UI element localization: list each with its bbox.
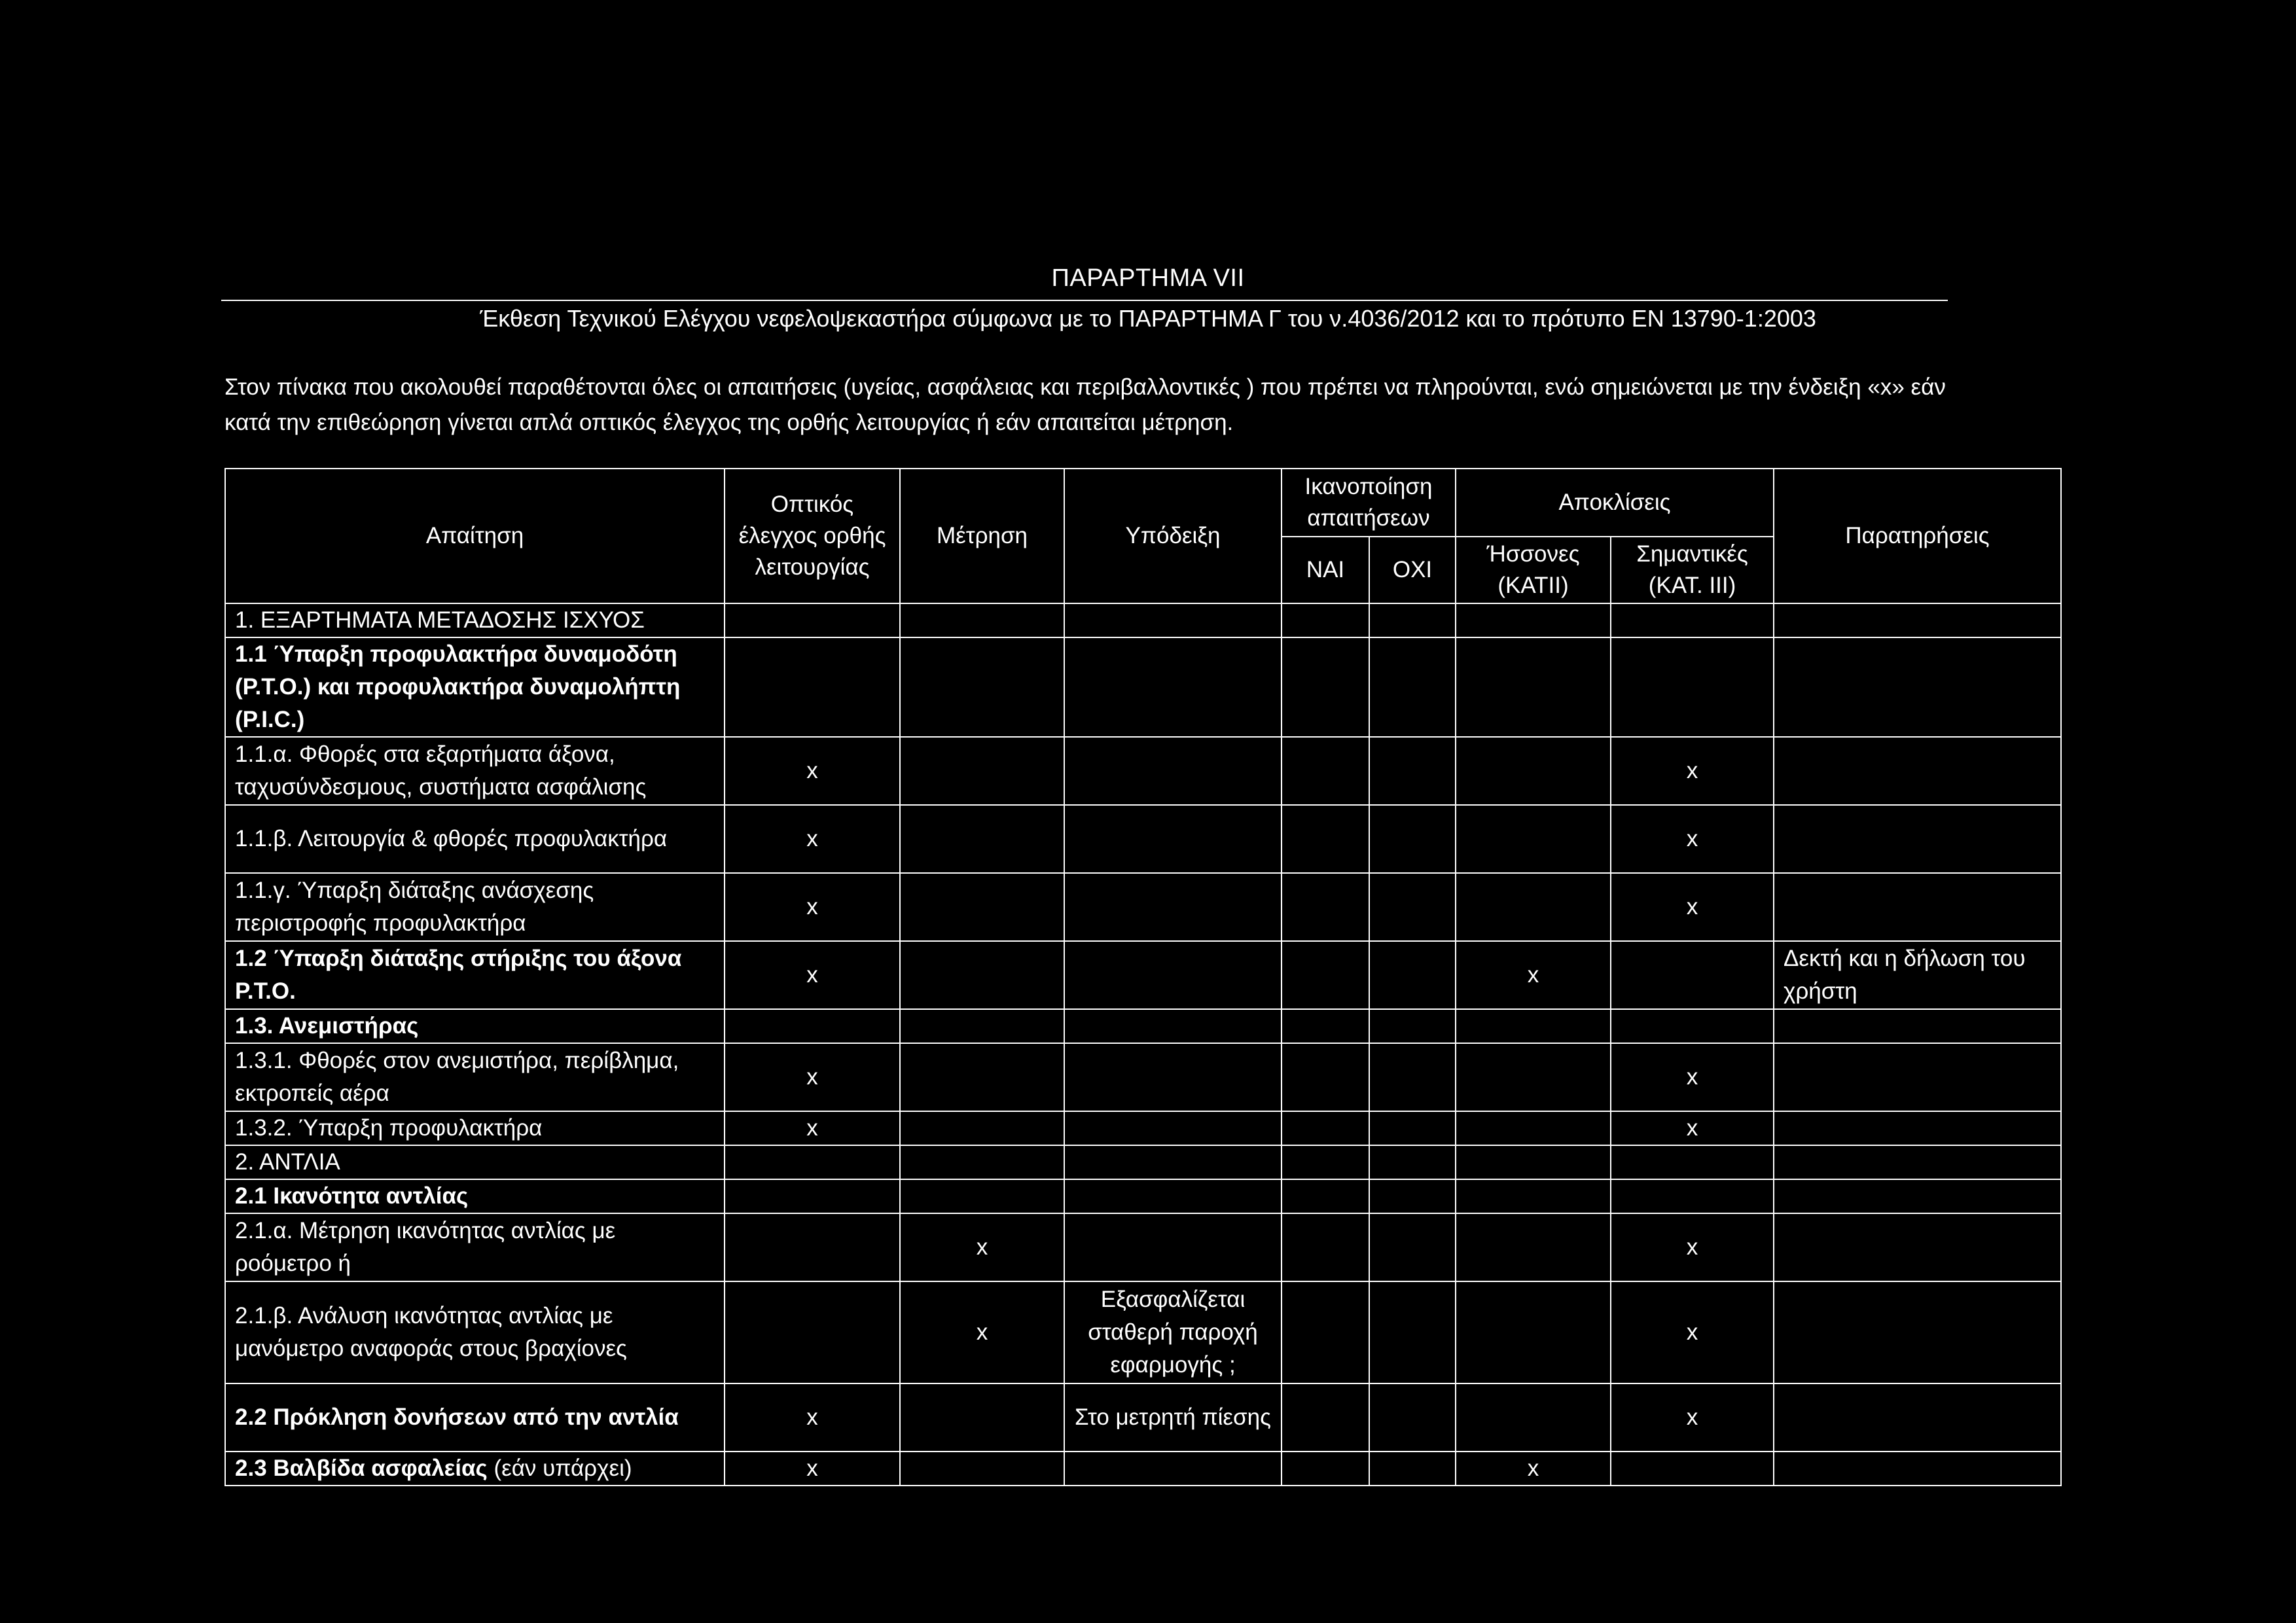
cell-visual [725, 603, 900, 637]
cell-no [1369, 1213, 1456, 1281]
cell-remarks [1774, 1452, 2061, 1486]
cell-no [1369, 603, 1456, 637]
header-requirement: Απαίτηση [225, 469, 725, 603]
cell-remarks [1774, 1281, 2061, 1383]
cell-major [1611, 637, 1774, 737]
cell-meas: x [900, 1213, 1064, 1281]
cell-visual: x [725, 1452, 900, 1486]
row-requirement [225, 941, 725, 1009]
title-divider [221, 300, 1948, 301]
cell-yes [1282, 1452, 1369, 1486]
cell-remarks [1774, 1111, 2061, 1145]
header-deviations: Αποκλίσεις [1456, 469, 1774, 537]
cell-minor [1456, 1043, 1611, 1111]
cell-remarks [1774, 805, 2061, 873]
table-row [225, 1213, 2061, 1281]
row-requirement [225, 737, 725, 805]
cell-visual [725, 1009, 900, 1043]
cell-remarks [1774, 1145, 2061, 1179]
cell-remarks: Δεκτή και η δήλωση του χρήστη [1774, 941, 2061, 1009]
requirement-text: 1.3.1. Φθορές στον ανεμιστήρα, περίβλημα, εκτροπείς αέρα [235, 1048, 679, 1106]
cell-minor: x [1456, 941, 1611, 1009]
cell-visual [725, 1145, 900, 1179]
row-requirement [225, 1383, 725, 1452]
cell-ind [1064, 941, 1282, 1009]
cell-no [1369, 1145, 1456, 1179]
table-row [225, 805, 2061, 873]
row-requirement [225, 603, 725, 637]
cell-no [1369, 941, 1456, 1009]
requirement-text: 2. ΑΝΤΛΙΑ [235, 1149, 340, 1175]
cell-remarks [1774, 637, 2061, 737]
cell-visual [725, 1213, 900, 1281]
cell-minor [1456, 737, 1611, 805]
cell-no [1369, 1281, 1456, 1383]
cell-ind: Εξασφαλίζεται σταθερή παροχή εφαρμογής ; [1064, 1281, 1282, 1383]
cell-ind [1064, 737, 1282, 805]
cell-remarks [1774, 873, 2061, 941]
row-requirement [225, 637, 725, 737]
requirement-text: 1. ΕΞΑΡΤΗΜΑΤΑ ΜΕΤΑΔΟΣΗΣ ΙΣΧΥΟΣ [235, 607, 645, 633]
header-indication: Υπόδειξη [1064, 469, 1282, 603]
cell-meas [900, 1452, 1064, 1486]
cell-no [1369, 1111, 1456, 1145]
cell-meas [900, 1145, 1064, 1179]
table-row [225, 1383, 2061, 1452]
cell-yes [1282, 1145, 1369, 1179]
cell-yes [1282, 1213, 1369, 1281]
cell-meas [900, 1009, 1064, 1043]
cell-ind: Στο μετρητή πίεσης [1064, 1383, 1282, 1452]
cell-ind [1064, 1213, 1282, 1281]
table-row [225, 873, 2061, 941]
cell-ind [1064, 805, 1282, 873]
requirement-bold-text: 2.1 Ικανότητα αντλίας [235, 1183, 469, 1209]
cell-major: x [1611, 1043, 1774, 1111]
row-requirement [225, 1111, 725, 1145]
cell-remarks [1774, 1043, 2061, 1111]
cell-meas: x [900, 1281, 1064, 1383]
cell-no [1369, 1179, 1456, 1213]
cell-major: x [1611, 737, 1774, 805]
cell-yes [1282, 805, 1369, 873]
cell-major [1611, 603, 1774, 637]
cell-yes [1282, 637, 1369, 737]
cell-meas [900, 1179, 1064, 1213]
cell-yes [1282, 873, 1369, 941]
inspection-table [224, 468, 2062, 1486]
cell-yes [1282, 1009, 1369, 1043]
cell-meas [900, 941, 1064, 1009]
cell-visual: x [725, 737, 900, 805]
cell-minor [1456, 805, 1611, 873]
cell-meas [900, 1043, 1064, 1111]
requirement-text: 1.3.2. Ύπαρξη προφυλακτήρα [235, 1115, 543, 1141]
cell-minor [1456, 1213, 1611, 1281]
cell-ind [1064, 873, 1282, 941]
cell-yes [1282, 603, 1369, 637]
table-row [225, 1009, 2061, 1043]
cell-visual: x [725, 1111, 900, 1145]
cell-no [1369, 873, 1456, 941]
row-requirement [225, 1179, 725, 1213]
header-remarks: Παρατηρήσεις [1774, 469, 2061, 603]
cell-minor [1456, 1145, 1611, 1179]
cell-ind [1064, 603, 1282, 637]
cell-remarks [1774, 603, 2061, 637]
cell-yes [1282, 941, 1369, 1009]
cell-meas [900, 1111, 1064, 1145]
page-subtitle: Έκθεση Τεχνικού Ελέγχου νεφελοψεκαστήρα σύμφωνα με το ΠΑΡΑΡΤΗΜΑ Γ του ν.4036/2012 και το πρότυπο EN 13790-1:2003 [480, 305, 1816, 332]
cell-yes [1282, 1111, 1369, 1145]
cell-major [1611, 1179, 1774, 1213]
cell-visual: x [725, 1383, 900, 1452]
requirement-bold-text: 2.3 Βαλβίδα ασφαλείας [235, 1455, 488, 1481]
cell-major [1611, 1452, 1774, 1486]
cell-minor [1456, 1111, 1611, 1145]
cell-meas [900, 873, 1064, 941]
cell-major [1611, 1009, 1774, 1043]
cell-ind [1064, 1179, 1282, 1213]
cell-major: x [1611, 1383, 1774, 1452]
requirement-text: 1.1.β. Λειτουργία & φθορές προφυλακτήρα [235, 826, 668, 851]
cell-ind [1064, 1111, 1282, 1145]
row-requirement [225, 873, 725, 941]
cell-minor [1456, 1383, 1611, 1452]
cell-no [1369, 1452, 1456, 1486]
cell-yes [1282, 737, 1369, 805]
cell-ind [1064, 637, 1282, 737]
cell-visual: x [725, 805, 900, 873]
cell-minor [1456, 1281, 1611, 1383]
requirement-text: 1.1.α. Φθορές στα εξαρτήματα άξονα, ταχυσύνδεσμους, συστήματα ασφάλισης [235, 741, 647, 800]
header-visual-check: Οπτικός έλεγχος ορθής λειτουργίας [725, 469, 900, 603]
cell-ind [1064, 1043, 1282, 1111]
table-row [225, 737, 2061, 805]
requirement-bold-text: 2.2 Πρόκληση δονήσεων από την αντλία [235, 1404, 679, 1430]
page-title: ΠΑΡΑΡΤΗΜΑ VII [1051, 264, 1245, 292]
table-row [225, 1281, 2061, 1383]
cell-no [1369, 737, 1456, 805]
cell-ind [1064, 1145, 1282, 1179]
row-requirement [225, 1452, 725, 1486]
cell-ind [1064, 1009, 1282, 1043]
cell-no [1369, 1383, 1456, 1452]
header-major: Σημαντικές (ΚΑΤ. ΙΙΙ) [1611, 537, 1774, 603]
cell-meas [900, 603, 1064, 637]
requirement-text: 2.1.β. Ανάλυση ικανότητας αντλίας με μανόμετρο αναφοράς στους βραχίονες [235, 1303, 627, 1361]
cell-no [1369, 1043, 1456, 1111]
cell-minor [1456, 873, 1611, 941]
cell-no [1369, 805, 1456, 873]
row-requirement [225, 1281, 725, 1383]
cell-visual: x [725, 941, 900, 1009]
cell-yes [1282, 1043, 1369, 1111]
cell-yes [1282, 1383, 1369, 1452]
cell-remarks [1774, 1383, 2061, 1452]
cell-minor [1456, 603, 1611, 637]
cell-remarks [1774, 737, 2061, 805]
cell-major [1611, 1145, 1774, 1179]
row-requirement [225, 1213, 725, 1281]
header-satisfaction: Ικανοποίηση απαιτήσεων [1282, 469, 1456, 537]
requirement-bold-text: 1.2 Ύπαρξη διάταξης στήριξης του άξονα Ρ.Τ.Ο. [235, 946, 682, 1004]
cell-remarks [1774, 1179, 2061, 1213]
header-minor: Ήσσονες (ΚΑΤΙΙ) [1456, 537, 1611, 603]
intro-paragraph: Στον πίνακα που ακολουθεί παραθέτονται όλες οι απαιτήσεις (υγείας, ασφάλειας και περιβαλλοντικές ) που πρέπει να πληρούνται, ενώ σημειώνεται με την ένδειξη «x» εάν κατά την επιθεώρηση γίνεται απλά οπτικός έλεγχος της ορθής λειτουργίας ή εάν απαιτείται μέτρηση. [224, 374, 1946, 435]
cell-ind [1064, 1452, 1282, 1486]
cell-meas [900, 637, 1064, 737]
cell-major: x [1611, 1111, 1774, 1145]
table-row [225, 603, 2061, 637]
table-row [225, 1452, 2061, 1486]
table-row [225, 1145, 2061, 1179]
table-row [225, 941, 2061, 1009]
cell-no [1369, 1009, 1456, 1043]
cell-minor [1456, 1009, 1611, 1043]
row-requirement [225, 1145, 725, 1179]
row-requirement [225, 1009, 725, 1043]
cell-meas [900, 805, 1064, 873]
requirement-text: 1.1.γ. Ύπαρξη διάταξης ανάσχεσης περιστροφής προφυλακτήρα [235, 878, 594, 936]
row-requirement [225, 805, 725, 873]
cell-major: x [1611, 805, 1774, 873]
cell-remarks [1774, 1009, 2061, 1043]
cell-visual: x [725, 1043, 900, 1111]
cell-no [1369, 637, 1456, 737]
cell-visual [725, 1179, 900, 1213]
cell-meas [900, 737, 1064, 805]
cell-minor [1456, 637, 1611, 737]
table-body [225, 603, 2061, 1486]
cell-major: x [1611, 1213, 1774, 1281]
table-row [225, 1111, 2061, 1145]
requirement-text: 2.1.α. Μέτρηση ικανότητας αντλίας με ροόμετρο ή [235, 1218, 616, 1276]
requirement-text: (εάν υπάρχει) [487, 1455, 632, 1481]
table-row [225, 1043, 2061, 1111]
cell-minor [1456, 1179, 1611, 1213]
requirement-bold-text: 1.1 Ύπαρξη προφυλακτήρα δυναμοδότη (Ρ.Τ.Ο.) και προφυλακτήρα δυναμολήπτη (P.I.C.) [235, 641, 681, 732]
cell-visual: x [725, 873, 900, 941]
header-no: ΟΧΙ [1369, 537, 1456, 603]
cell-yes [1282, 1281, 1369, 1383]
header-yes: ΝΑΙ [1282, 537, 1369, 603]
cell-major: x [1611, 873, 1774, 941]
cell-remarks [1774, 1213, 2061, 1281]
cell-meas [900, 1383, 1064, 1452]
cell-visual [725, 1281, 900, 1383]
cell-yes [1282, 1179, 1369, 1213]
cell-major: x [1611, 1281, 1774, 1383]
row-requirement [225, 1043, 725, 1111]
cell-major [1611, 941, 1774, 1009]
cell-visual [725, 637, 900, 737]
header-measurement: Μέτρηση [900, 469, 1064, 603]
requirement-bold-text: 1.3. Ανεμιστήρας [235, 1013, 419, 1039]
table-row [225, 637, 2061, 737]
cell-minor: x [1456, 1452, 1611, 1486]
table-row [225, 1179, 2061, 1213]
